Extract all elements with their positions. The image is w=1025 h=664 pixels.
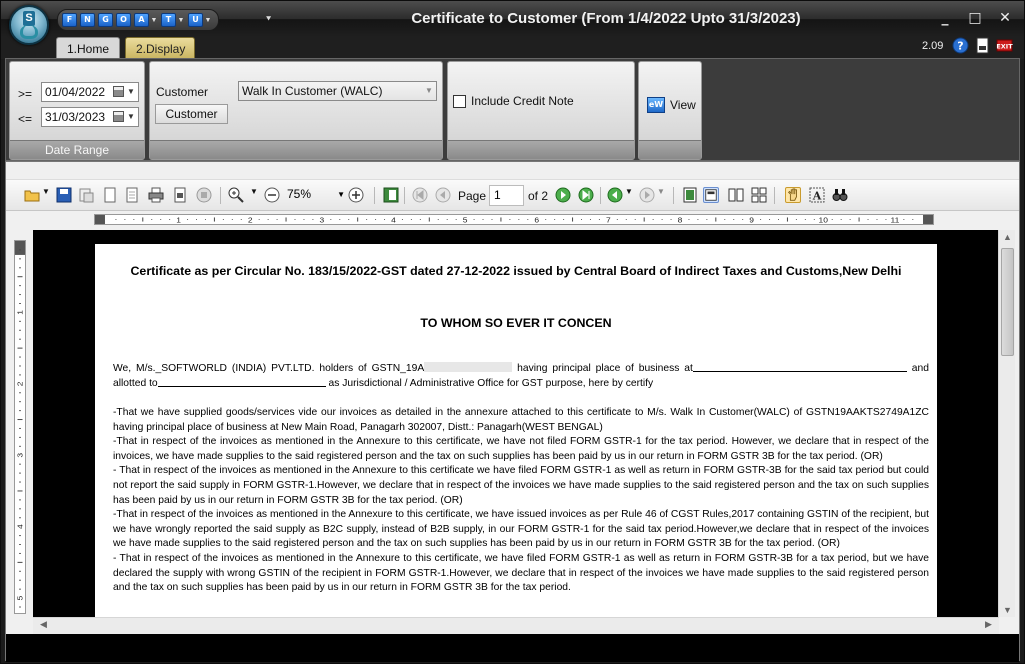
ruler-number: 3 xyxy=(16,452,25,458)
maximize-button[interactable]: □ xyxy=(968,10,982,26)
include-credit-note-label: Include Credit Note xyxy=(471,94,574,108)
qat-u-icon: U xyxy=(188,13,203,27)
redacted-gstin xyxy=(424,362,512,372)
minimize-button[interactable]: _ xyxy=(941,10,949,26)
qat-a-icon: A xyxy=(134,13,149,27)
qat-u-button[interactable] xyxy=(188,12,212,28)
calendar-icon[interactable] xyxy=(113,111,124,122)
exit-icon[interactable] xyxy=(996,37,1013,54)
customer-select[interactable] xyxy=(238,81,437,101)
date-range-group xyxy=(9,61,145,160)
scroll-right-icon[interactable]: ▶ xyxy=(985,619,992,629)
chevron-down-icon[interactable]: ▼ xyxy=(250,187,258,196)
qat-t-icon: T xyxy=(161,13,176,27)
first-page-icon[interactable] xyxy=(412,187,428,203)
tab-display[interactable]: 2.Display xyxy=(125,37,195,59)
stop-icon[interactable] xyxy=(196,187,212,203)
print-icon[interactable] xyxy=(148,187,164,203)
page-number-input[interactable]: 1 xyxy=(489,185,524,206)
quick-print-icon[interactable] xyxy=(172,187,188,203)
zoom-icon[interactable] xyxy=(228,187,244,203)
qat-o-icon: O xyxy=(116,13,131,27)
viewer-top-strip xyxy=(6,162,1019,180)
back-icon[interactable] xyxy=(607,187,623,203)
toolbar-separator xyxy=(774,187,775,204)
blank-address-line xyxy=(693,362,907,372)
customer-group xyxy=(149,61,443,160)
zoom-in-icon[interactable] xyxy=(348,187,364,203)
qat-a-button[interactable] xyxy=(134,12,158,28)
declaration-paragraphs xyxy=(113,406,929,596)
ruler-number: 2 xyxy=(16,381,25,387)
chevron-down-icon[interactable]: ▼ xyxy=(337,190,345,199)
chevron-down-icon[interactable]: ▼ xyxy=(127,87,135,96)
declaration-para-3: - That in respect of the invoices as mentioned in the Annexure to this certificate we have filed FORM GSTR-1 as well as return in FORM GSTR-3B for the said tax period but could not report the said supply in FORM GSTR-1.However, we declare that in respect of the invoices we have made supplies to the said registered person and the tax on such supplies has been paid by us in our return in FORM GSTR 3B for the tax period. (OR) xyxy=(113,465,929,506)
zoom-out-icon[interactable] xyxy=(264,187,280,203)
ruler-number: 9 xyxy=(749,216,754,225)
svg-text:A: A xyxy=(812,189,822,203)
chevron-down-icon[interactable]: ▼ xyxy=(127,112,135,121)
last-page-icon[interactable] xyxy=(578,187,594,203)
from-date-value: 01/04/2022 xyxy=(45,85,106,99)
view-icon: eW xyxy=(647,97,665,113)
ruler-number: 11 xyxy=(890,216,900,225)
close-button[interactable]: ✕ xyxy=(999,10,1011,26)
zoom-value: 75% xyxy=(287,187,312,201)
toolbar-separator xyxy=(673,187,674,204)
horizontal-ruler-scale xyxy=(94,214,934,225)
scroll-up-icon[interactable]: ▲ xyxy=(1003,232,1012,242)
date-range-caption: Date Range xyxy=(10,140,144,159)
intro-paragraph xyxy=(113,362,929,391)
declaration-para-2: -That in respect of the invoices as mentioned in the Annexure to this certificate, we have not filed FORM GSTR-1 for the tax period. However, we declare that in respect of the invoices, we have made supplies to the said registered person and the tax on such supplies has been paid by us in our return in FORM GSTR 3B for the tax period. (OR) xyxy=(113,436,929,462)
single-page-icon[interactable] xyxy=(682,187,698,203)
svg-text:EXIT: EXIT xyxy=(996,42,1013,51)
scroll-down-icon[interactable]: ▼ xyxy=(1003,605,1012,615)
chevron-down-icon[interactable]: ▼ xyxy=(657,187,665,196)
chevron-down-icon[interactable]: ▼ xyxy=(177,16,185,24)
ribbon-panel xyxy=(5,58,1020,161)
toolbar-separator xyxy=(220,187,221,204)
app-logo-icon xyxy=(20,25,38,39)
svg-text:?: ? xyxy=(957,39,964,53)
help-icon[interactable] xyxy=(952,37,969,54)
save-icon[interactable] xyxy=(56,187,72,203)
declaration-para-1: -That we have supplied goods/services vide our invoices as detailed in the annexure attached to this certificate to M/s. Walk In Customer(WALC) of GSTN19AAKTS2749A1ZC having principal place of business at New Main Road, Panagarh 302007, Distt.: Panagarh(WEST BENGAL) xyxy=(113,407,929,433)
ruler-ticks xyxy=(16,250,24,607)
from-operator-label: >= xyxy=(18,87,33,101)
intro-text-c: and allotted to xyxy=(113,363,929,389)
ruler-number: 2 xyxy=(247,216,253,225)
intro-text-d: as Jurisdictional / Administrative Office for GST purpose, here by certify xyxy=(325,377,654,389)
ribbon-tab-row xyxy=(1,37,1024,59)
customer-group-caption xyxy=(150,140,442,159)
qat-g-button[interactable] xyxy=(98,12,113,28)
certificate-title: Certificate as per Circular No. 183/15/2022-GST dated 27-12-2022 issued by Central Board of Indirect Taxes and Customs,New Delhi xyxy=(130,264,902,278)
qat-n-icon: N xyxy=(80,13,95,27)
window-title: Certificate to Customer (From 1/4/2022 Upto 31/3/2023) xyxy=(411,10,801,27)
chevron-down-icon[interactable]: ▼ xyxy=(150,16,158,24)
chevron-down-icon[interactable]: ▼ xyxy=(204,16,212,24)
report-viewer xyxy=(5,161,1020,661)
export-icon[interactable] xyxy=(78,187,94,203)
chevron-down-icon[interactable]: ▼ xyxy=(42,187,50,196)
version-label: 2.09 xyxy=(922,40,944,52)
ruler-number: 6 xyxy=(534,216,540,225)
to-operator-label: <= xyxy=(18,112,33,126)
toolbar-separator xyxy=(600,187,601,204)
report-page xyxy=(95,244,937,617)
vertical-ruler xyxy=(14,240,26,614)
find-icon[interactable] xyxy=(832,187,848,203)
preview-canvas xyxy=(33,230,999,617)
ruler-number: 1 xyxy=(16,310,25,315)
horizontal-ruler xyxy=(6,211,1019,229)
page-count-label: of 2 xyxy=(528,189,549,203)
forward-icon[interactable] xyxy=(639,187,655,203)
ruler-number: 5 xyxy=(16,595,25,601)
credit-note-group-caption xyxy=(448,140,634,159)
ruler-number: 8 xyxy=(677,216,683,225)
hand-tool-icon[interactable] xyxy=(785,187,801,203)
to-date-value: 31/03/2023 xyxy=(45,110,106,124)
ruler-number: 4 xyxy=(391,216,396,225)
page-setup-icon[interactable] xyxy=(974,37,991,54)
two-pages-icon[interactable] xyxy=(728,187,744,203)
app-menu-button[interactable] xyxy=(9,5,49,45)
calendar-icon[interactable] xyxy=(113,86,124,97)
zoom-select[interactable] xyxy=(283,185,347,206)
ruler-number: 3 xyxy=(319,216,325,225)
customize-qat-icon[interactable]: ⯆ xyxy=(265,14,273,24)
certificate-subtitle: TO WHOM SO EVER IT CONCEN xyxy=(420,316,612,330)
credit-note-group xyxy=(447,61,635,160)
preview-toolbar xyxy=(6,180,1019,211)
previous-page-icon[interactable] xyxy=(435,187,451,203)
page-width-icon[interactable] xyxy=(703,187,719,203)
qat-f-button[interactable] xyxy=(62,12,77,28)
from-date-picker[interactable] xyxy=(41,82,139,102)
horizontal-scrollbar[interactable] xyxy=(33,617,999,634)
chevron-down-icon[interactable]: ▼ xyxy=(625,187,633,196)
toolbar-separator xyxy=(374,187,375,204)
copy-icon[interactable] xyxy=(124,187,140,203)
intro-text-a: We, M/s._SOFTWORLD (INDIA) PVT.LTD. holders of GSTN_19A xyxy=(113,363,425,374)
title-bar xyxy=(1,1,1024,37)
blank-office-line xyxy=(158,377,326,387)
page-icon[interactable] xyxy=(102,187,118,203)
customer-value: Walk In Customer (WALC) xyxy=(242,84,383,98)
view-button[interactable] xyxy=(639,62,701,140)
view-label: View xyxy=(670,98,696,112)
ruler-number: 7 xyxy=(606,216,611,225)
view-group-caption xyxy=(639,140,701,159)
chevron-down-icon[interactable]: ▼ xyxy=(425,86,433,95)
qat-n-button[interactable] xyxy=(80,12,95,28)
customer-label: Customer xyxy=(156,85,209,99)
ruler-number: 1 xyxy=(176,216,181,225)
declaration-para-4: -That in respect of the invoices as mentioned in the Annexure to this certificate, we have issued invoices as per Rule 46 of CGST Rules,2017 containing GSTIN of the recipient, but we have wrongly reported the said supply as B2C supply, instead of B2B supply, in our FORM GSTR-1 for the said tax period.However,we declare that in respect of the invoices we have made supplies to the said registered person and the tax on such supplies has been paid by us in our return in FORM GSTR 3B for the tax period. (OR) xyxy=(113,509,929,550)
ruler-number: 5 xyxy=(462,216,468,225)
declaration-para-5: - That in respect of the invoices as mentioned in the Annexure to this certificate, we have filed FORM GSTR-1 as well as return in FORM GSTR-3B for a tax period, but we have declared the supply with wrong GSTIN of the recipient in FORM GSTR-1.However, we declare that in respect of the invoices we have made supplies to the said registered person and the tax on such supplies has been paid by us in our return in FORM GSTR 3B for the tax period. xyxy=(113,552,929,594)
customer-button[interactable]: Customer xyxy=(155,104,228,124)
include-credit-note-checkbox[interactable] xyxy=(453,95,466,108)
select-text-icon[interactable] xyxy=(809,187,825,203)
qat-t-button[interactable] xyxy=(161,12,185,28)
qat-o-button[interactable] xyxy=(116,12,131,28)
intro-text-b: having principal place of business at xyxy=(512,363,693,374)
next-page-icon[interactable] xyxy=(555,187,571,203)
scroll-left-icon[interactable]: ◀ xyxy=(40,619,47,629)
ruler-ticks xyxy=(116,216,913,224)
ruler-number: 4 xyxy=(16,524,25,530)
page-label: Page xyxy=(458,189,487,203)
vertical-scrollbar[interactable] xyxy=(998,230,1015,617)
toolbar-separator xyxy=(404,187,405,204)
to-date-picker[interactable] xyxy=(41,107,139,127)
app-logo-letter: S xyxy=(23,11,35,26)
view-group xyxy=(638,61,702,160)
tab-home[interactable]: 1.Home xyxy=(56,37,120,59)
quick-access-toolbar xyxy=(57,9,219,31)
qat-f-icon: F xyxy=(62,13,77,27)
vertical-scroll-thumb[interactable] xyxy=(1001,248,1014,356)
multiple-pages-icon[interactable] xyxy=(751,187,767,203)
open-folder-icon[interactable] xyxy=(24,187,40,203)
document-map-icon[interactable] xyxy=(383,187,399,203)
ruler-number: 10 xyxy=(818,216,828,225)
qat-g-icon: G xyxy=(98,13,113,27)
status-bar xyxy=(6,634,1019,662)
